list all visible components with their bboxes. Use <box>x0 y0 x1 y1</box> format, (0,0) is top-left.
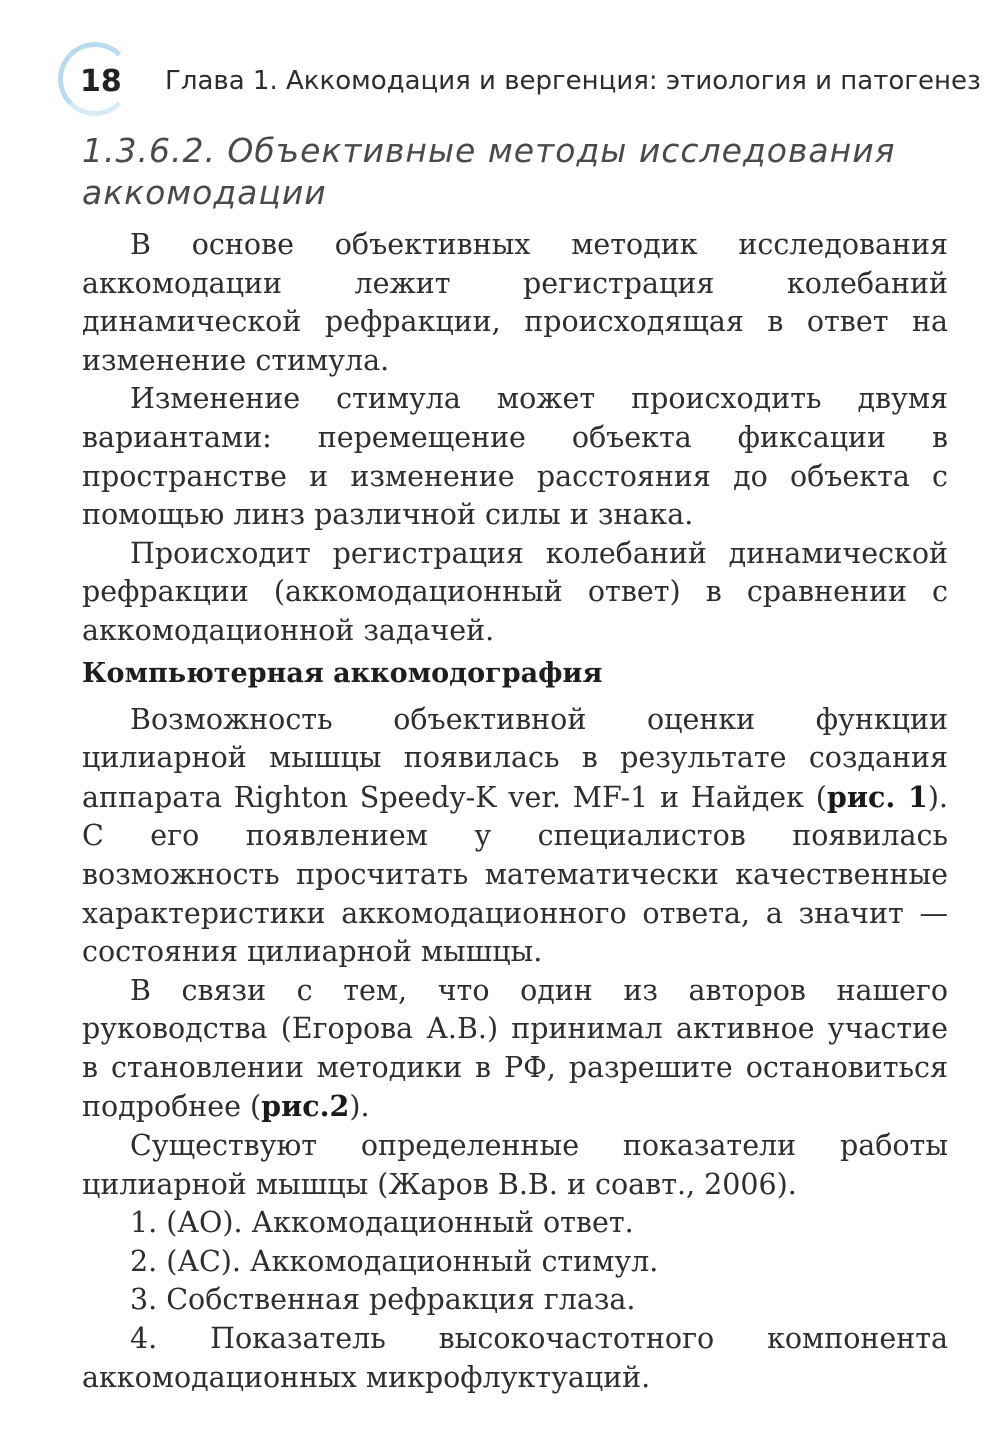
running-header: Глава 1. Аккомодация и вергенция: этиология и патогенез <box>165 66 981 96</box>
paragraph-text: В связи с тем, что один из авторов нашего руководства (Егорова А.В.) принимал активное участие в становлении методики в РФ, разрешите остановиться подробнее ( <box>82 973 948 1124</box>
paragraph: Происходит регистрация колебаний динамической рефракции (аккомодационный ответ) в сравнении с аккомодационной задачей. <box>82 536 948 647</box>
paragraph <box>82 701 948 972</box>
paragraph-text: ). С его появлением у специалистов появилась возможность просчитать математически качественные характеристики аккомодационного ответа, а значит — состояния цилиарной мышцы. <box>82 780 948 969</box>
section-title: 1.3.6.2. Объективные методы исследования аккомодации <box>82 131 896 212</box>
paragraph-text: Возможность объективной оценки функции цилиарной мышцы появилась в результате создания аппарата Righton Speedy-K ver. MF-1 и Найдек ( <box>82 702 948 814</box>
paragraph: В основе объективных методик исследования аккомодации лежит регистрация колебаний динамической рефракции, происходящая в ответ на изменение стимула. <box>82 228 948 377</box>
list-item: 4. Показатель высокочастотного компонента аккомодационных микрофлуктуаций. <box>82 1322 948 1394</box>
paragraph: Существуют определенные показатели работы цилиарной мышцы (Жаров В.В. и соавт., 2006). <box>82 1129 948 1201</box>
subsection-title: Компьютерная аккомодография <box>82 657 603 689</box>
paragraph-text: ). <box>349 1090 370 1124</box>
list-item: 3. Собственная рефракция глаза. <box>130 1283 636 1317</box>
paragraph <box>82 972 948 1127</box>
list-item: 1. (АО). Аккомодационный ответ. <box>130 1206 634 1240</box>
figure-reference: рис.2 <box>261 1089 350 1124</box>
indicator-list <box>82 1204 948 1397</box>
paragraph: Изменение стимула может происходить двумя вариантами: перемещение объекта фиксации в пространстве и изменение расстояния до объекта с помощью линз различной силы и знака. <box>82 382 948 532</box>
list-item: 2. (АС). Аккомодационный стимул. <box>130 1244 659 1278</box>
page-number: 18 <box>80 64 122 99</box>
body-text <box>82 226 948 1397</box>
figure-reference: рис. 1 <box>826 779 928 814</box>
